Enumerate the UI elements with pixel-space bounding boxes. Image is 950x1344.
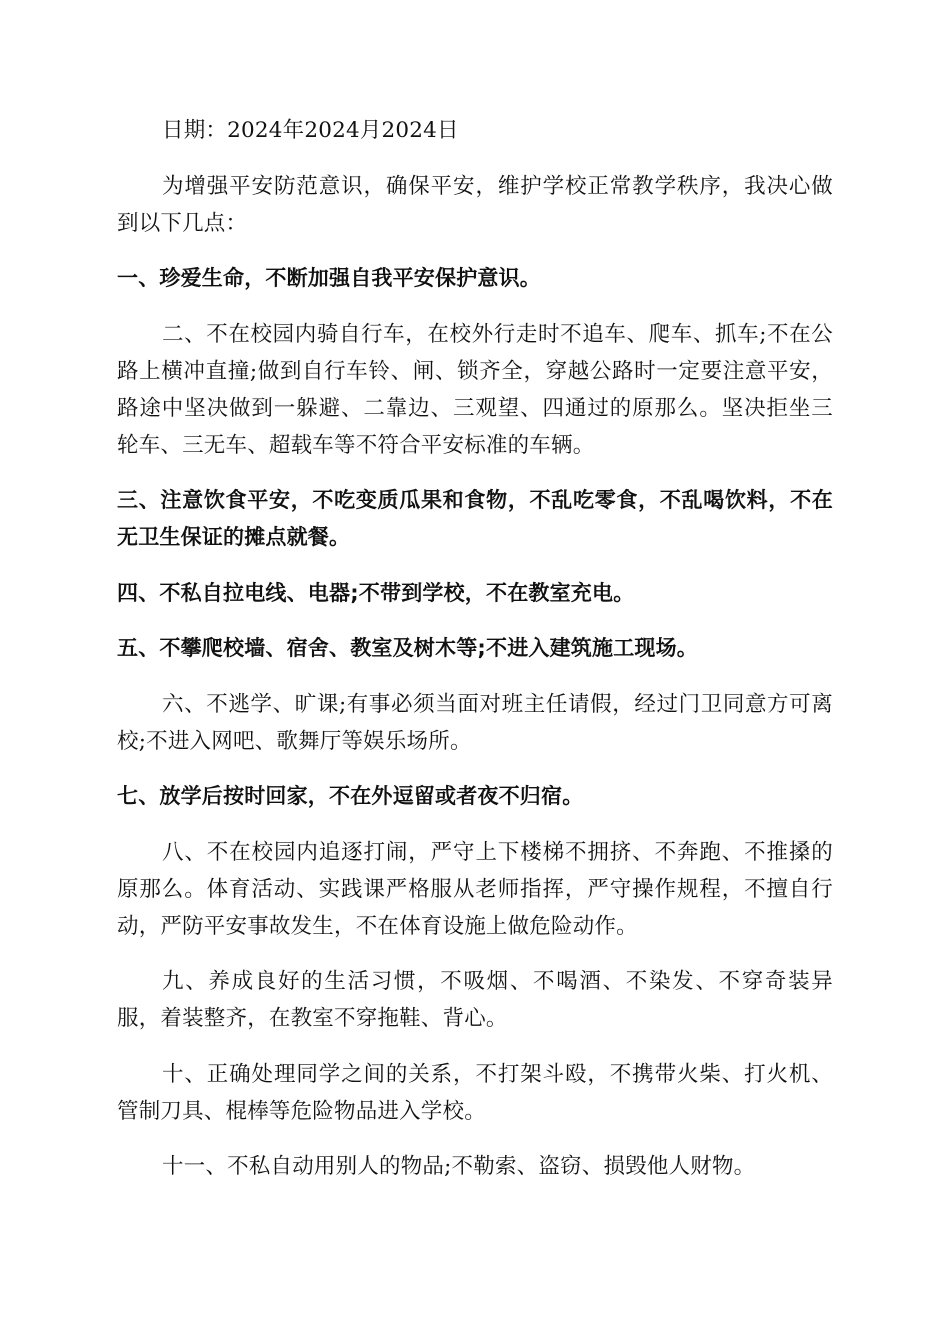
item-7: 七、放学后按时回家，不在外逗留或者夜不归宿。: [117, 784, 584, 808]
document-body: [117, 112, 833, 1204]
item-2: 二、不在校园内骑自行车，在校外行走时不追车、爬车、抓车;不在公路上横冲直撞;做到自行车铃、闸、锁齐全，穿越公路时一定要注意平安，路途中坚决做到一躲避、二靠边、三观望、四通过的原那么。坚决拒坐三轮车、三无车、超载车等不符合平安标准的车辆。: [117, 321, 833, 458]
item-10: 十、正确处理同学之间的关系，不打架斗殴，不携带火柴、打火机、管制刀具、棍棒等危险物品进入学校。: [117, 1061, 833, 1124]
item-6: 六、不逃学、旷课;有事必须当面对班主任请假，经过门卫同意方可离校;不进入网吧、歌舞厅等娱乐场所。: [117, 691, 833, 754]
intro-paragraph: 为增强平安防范意识，确保平安，维护学校正常教学秩序，我决心做到以下几点：: [117, 173, 833, 236]
item-9: 九、养成良好的生活习惯，不吸烟、不喝酒、不染发、不穿奇装异服，着装整齐，在教室不穿拖鞋、背心。: [117, 969, 833, 1031]
date-line: 日期：2024年2024月2024日: [162, 118, 459, 143]
item-3: 三、注意饮食平安，不吃变质瓜果和食物，不乱吃零食，不乱喝饮料，不在无卫生保证的摊点就餐。: [117, 488, 833, 549]
item-8: 八、不在校园内追逐打闹，严守上下楼梯不拥挤、不奔跑、不推搡的原那么。体育活动、实践课严格服从老师指挥，严守操作规程，不擅自行动，严防平安事故发生，不在体育设施上做危险动作。: [117, 839, 833, 939]
item-4: 四、不私自拉电线、电器;不带到学校，不在教室充电。: [117, 580, 635, 605]
item-11: 十一、不私自动用别人的物品;不勒索、盗窃、损毁他人财物。: [162, 1154, 756, 1179]
item-5: 五、不攀爬校墙、宿舍、教室及树木等;不进入建筑施工现场。: [117, 636, 698, 660]
item-1: 一、珍爱生命，不断加强自我平安保护意识。: [117, 266, 541, 290]
